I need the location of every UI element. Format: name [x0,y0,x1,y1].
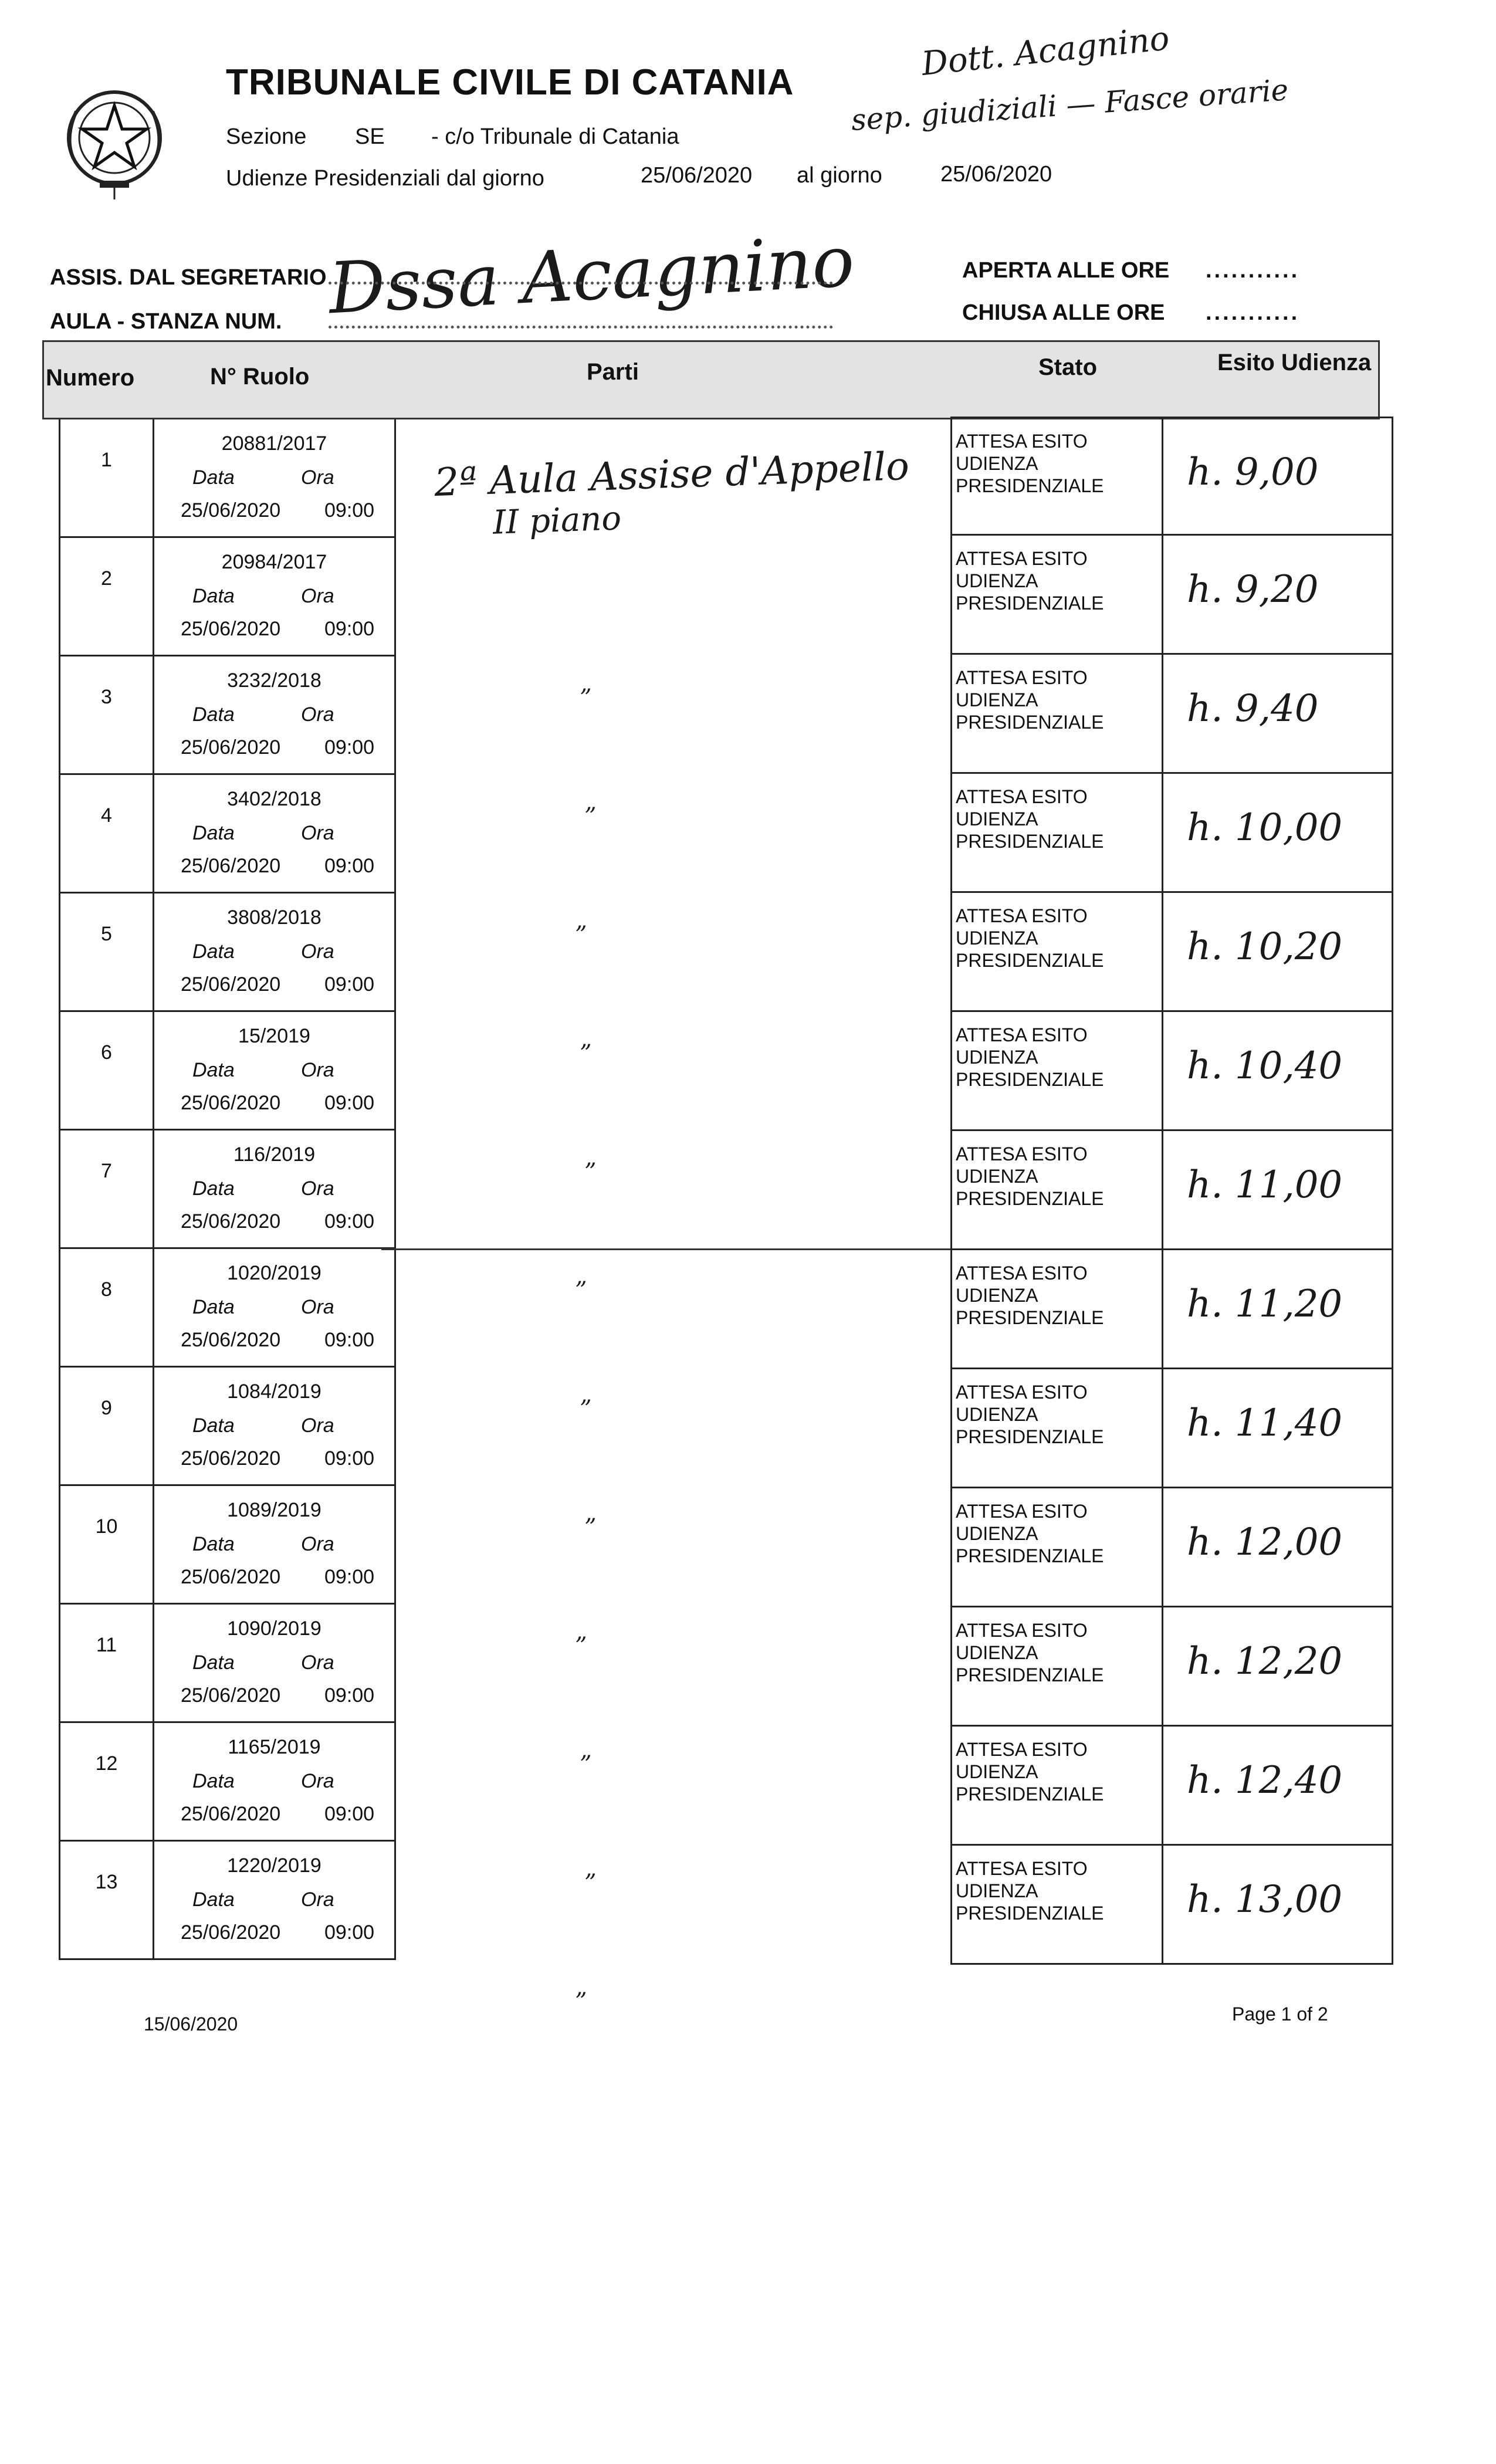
aperta-dots: ........... [1206,258,1300,283]
hearing-time: 09:00 [324,1921,375,1944]
handwritten-secretary-name: Dssa Acagnino [326,221,857,330]
stato-line: UDIENZA [956,453,1038,474]
data-label: Data [192,940,235,963]
ruolo-number: 3402/2018 [227,788,321,810]
parti-divider [381,1248,953,1250]
data-label: Data [192,1059,235,1081]
ora-label: Ora [301,1059,334,1081]
hearing-date: 25/06/2020 [181,618,281,640]
stato-line: PRESIDENZIALE [956,950,1104,971]
row-stato [952,774,1163,891]
handwritten-aula-note: 2ª Aula Assise d'Appello [433,443,911,506]
ditto-mark: ” [575,1277,587,1304]
table-row [60,538,394,656]
ora-label: Ora [301,1533,334,1555]
data-label: Data [192,1651,235,1674]
ditto-mark: ” [584,1870,597,1897]
row-numero: 13 [60,1842,154,1958]
ruolo-number: 116/2019 [233,1143,316,1166]
table-row [60,893,394,1012]
row-stato [952,893,1163,1010]
stato-line: PRESIDENZIALE [956,1903,1104,1924]
col-esito: Esito Udienza [1217,350,1372,375]
ditto-mark: ” [575,1633,587,1660]
table-row [952,774,1392,893]
udienze-label: Udienze Presidenziali dal giorno [226,166,544,191]
page-number: Page 1 of 2 [1232,2003,1328,2025]
hearing-time: 09:00 [324,499,375,522]
ora-label: Ora [301,703,334,726]
table-row [952,655,1392,774]
hearing-time: 09:00 [324,1210,375,1233]
row-esito-handwritten: h. 11,00 [1187,1163,1343,1207]
table-row [60,419,394,538]
assis-dotted-line [329,282,833,285]
row-esito-handwritten: h. 9,40 [1187,687,1319,730]
row-stato [952,1607,1163,1725]
hearing-date: 25/06/2020 [181,1329,281,1351]
row-numero: 10 [60,1486,154,1603]
row-numero: 11 [60,1605,154,1721]
ditto-mark: ” [580,1396,592,1423]
date-to: 25/06/2020 [940,162,1052,187]
data-label: Data [192,1414,235,1437]
data-label: Data [192,1177,235,1200]
ruolo-number: 1165/2019 [228,1736,321,1758]
row-numero: 4 [60,775,154,892]
stato-line: UDIENZA [956,570,1038,591]
stato-line: UDIENZA [956,1761,1038,1782]
stato-line: UDIENZA [956,1523,1038,1544]
table-row [60,1486,394,1605]
chiusa-dots: ........... [1206,300,1300,325]
ora-label: Ora [301,1296,334,1318]
stato-line: ATTESA ESITO [956,667,1088,688]
court-title: TRIBUNALE CIVILE DI CATANIA [226,62,794,103]
ruolo-number: 3232/2018 [227,669,321,692]
sezione-location: - c/o Tribunale di Catania [431,124,679,149]
row-ruolo-cell [154,1131,394,1247]
table-row [952,1250,1392,1369]
row-stato [952,1488,1163,1606]
stato-line: ATTESA ESITO [956,1263,1088,1284]
stato-line: ATTESA ESITO [956,1858,1088,1879]
ruolo-table [59,419,396,1960]
hearing-date: 25/06/2020 [181,855,281,877]
stato-line: ATTESA ESITO [956,431,1088,452]
stato-line: ATTESA ESITO [956,1024,1088,1045]
table-row [60,1842,394,1960]
row-ruolo-cell [154,1012,394,1129]
aula-label: AULA - STANZA NUM. [50,309,282,334]
ditto-mark: ” [575,1988,587,2015]
row-stato [952,1369,1163,1487]
stato-line: UDIENZA [956,1642,1038,1663]
row-ruolo-cell [154,1486,394,1603]
stato-line: PRESIDENZIALE [956,1545,1104,1566]
col-parti: Parti [587,359,639,385]
ditto-mark: ” [580,1751,592,1778]
row-stato [952,536,1163,653]
table-row [952,1131,1392,1250]
handwritten-piano-note: II piano [492,499,622,542]
data-label: Data [192,1533,235,1555]
row-ruolo-cell [154,893,394,1010]
parti-column [381,419,950,2015]
stato-line: UDIENZA [956,928,1038,949]
assis-label: ASSIS. DAL SEGRETARIO [50,265,327,290]
hearing-date: 25/06/2020 [181,1210,281,1233]
stato-line: PRESIDENZIALE [956,1426,1104,1447]
row-numero: 1 [60,419,154,536]
table-row [952,1727,1392,1846]
handwritten-judge-name: Dott. Acagnino [919,19,1172,83]
ruolo-number: 20881/2017 [221,432,327,455]
stato-line: ATTESA ESITO [956,548,1088,569]
print-date: 15/06/2020 [144,2013,238,2035]
hearing-date: 25/06/2020 [181,1684,281,1707]
ruolo-number: 1090/2019 [227,1617,321,1640]
row-stato [952,1131,1163,1248]
col-stato: Stato [1038,354,1097,380]
row-ruolo-cell [154,1723,394,1840]
ditto-mark: ” [584,1514,597,1541]
ruolo-number: 1220/2019 [227,1854,321,1877]
date-from: 25/06/2020 [641,163,753,188]
row-ruolo-cell [154,538,394,655]
stato-line: PRESIDENZIALE [956,1069,1104,1090]
row-numero: 3 [60,656,154,773]
esito-table [950,417,1393,1965]
table-row [952,417,1392,536]
row-numero: 5 [60,893,154,1010]
stato-line: PRESIDENZIALE [956,1188,1104,1209]
row-stato [952,418,1163,534]
row-ruolo-cell [154,1368,394,1484]
chiusa-label: CHIUSA ALLE ORE [962,300,1165,325]
table-row [60,1249,394,1368]
republic-emblem-icon [59,82,170,199]
table-row [60,1131,394,1249]
aula-dotted-line [329,326,833,329]
hearing-time: 09:00 [324,855,375,877]
stato-line: ATTESA ESITO [956,1143,1088,1165]
row-numero: 8 [60,1249,154,1366]
table-row [952,1846,1392,1965]
hearing-time: 09:00 [324,1092,375,1114]
data-label: Data [192,1296,235,1318]
stato-line: ATTESA ESITO [956,905,1088,926]
ditto-mark: ” [580,685,592,712]
row-numero: 12 [60,1723,154,1840]
stato-line: PRESIDENZIALE [956,831,1104,852]
row-esito-handwritten: h. 9,00 [1187,451,1319,494]
ditto-mark: ” [575,922,587,949]
ora-label: Ora [301,1414,334,1437]
ditto-mark: ” [580,1040,592,1067]
row-esito-handwritten: h. 12,20 [1187,1640,1343,1683]
stato-line: UDIENZA [956,689,1038,710]
ora-label: Ora [301,585,334,607]
row-esito-handwritten: h. 10,40 [1187,1044,1343,1088]
hearing-time: 09:00 [324,1803,375,1825]
hearing-date: 25/06/2020 [181,1803,281,1825]
ditto-mark: ” [584,1159,597,1186]
stato-line: PRESIDENZIALE [956,593,1104,614]
row-ruolo-cell [154,1605,394,1721]
hearing-time: 09:00 [324,1329,375,1351]
stato-line: ATTESA ESITO [956,1620,1088,1641]
row-esito-handwritten: h. 12,40 [1187,1759,1343,1802]
hearing-date: 25/06/2020 [181,1566,281,1588]
stato-line: UDIENZA [956,1285,1038,1306]
ruolo-number: 15/2019 [238,1025,310,1047]
stato-line: PRESIDENZIALE [956,712,1104,733]
ora-label: Ora [301,822,334,844]
table-row [60,1605,394,1723]
stato-line: PRESIDENZIALE [956,1783,1104,1805]
ruolo-number: 1020/2019 [227,1262,321,1284]
data-label: Data [192,1770,235,1792]
sezione-label: Sezione [226,124,307,149]
stato-line: UDIENZA [956,1047,1038,1068]
handwritten-note-fasce-orarie: sep. giudiziali — Fasce orarie [849,73,1289,137]
table-row [952,1488,1392,1607]
sezione-value: SE [355,124,385,149]
hearing-time: 09:00 [324,1447,375,1470]
stato-line: UDIENZA [956,1880,1038,1901]
hearing-time: 09:00 [324,1684,375,1707]
hearing-time: 09:00 [324,736,375,759]
ora-label: Ora [301,1770,334,1792]
stato-line: ATTESA ESITO [956,1739,1088,1760]
ruolo-number: 1084/2019 [227,1380,321,1403]
stato-line: ATTESA ESITO [956,786,1088,807]
table-row [952,1012,1392,1131]
ora-label: Ora [301,1888,334,1911]
ditto-mark: ” [584,803,597,830]
row-ruolo-cell [154,656,394,773]
al-giorno-label: al giorno [797,163,882,188]
row-stato [952,1727,1163,1844]
row-numero: 7 [60,1131,154,1247]
hearing-date: 25/06/2020 [181,736,281,759]
row-esito-handwritten: h. 11,40 [1187,1402,1343,1445]
hearing-time: 09:00 [324,973,375,996]
hearing-time: 09:00 [324,618,375,640]
table-row [952,536,1392,655]
hearing-time: 09:00 [324,1566,375,1588]
row-numero: 6 [60,1012,154,1129]
ruolo-number: 3808/2018 [227,906,321,929]
col-ruolo: N° Ruolo [210,364,310,390]
row-stato [952,1012,1163,1129]
row-esito-handwritten: h. 10,20 [1187,925,1343,969]
table-row [60,1368,394,1486]
data-label: Data [192,585,235,607]
row-esito-handwritten: h. 12,00 [1187,1521,1343,1564]
table-row [952,1369,1392,1488]
hearing-date: 25/06/2020 [181,1921,281,1944]
data-label: Data [192,822,235,844]
stato-line: ATTESA ESITO [956,1501,1088,1522]
ruolo-number: 1089/2019 [227,1499,321,1521]
stato-line: UDIENZA [956,1166,1038,1187]
col-numero: Numero [46,365,135,391]
data-label: Data [192,703,235,726]
row-stato [952,1846,1163,1963]
row-numero: 2 [60,538,154,655]
row-ruolo-cell [154,1842,394,1958]
table-row [60,775,394,893]
table-row [60,1723,394,1842]
ora-label: Ora [301,940,334,963]
hearing-date: 25/06/2020 [181,499,281,522]
table-row [60,1012,394,1131]
ora-label: Ora [301,1651,334,1674]
row-esito-handwritten: h. 11,20 [1187,1282,1343,1326]
table-row [60,656,394,775]
row-ruolo-cell [154,419,394,536]
stato-line: PRESIDENZIALE [956,1664,1104,1685]
hearing-date: 25/06/2020 [181,1447,281,1470]
stato-line: PRESIDENZIALE [956,475,1104,496]
stato-line: UDIENZA [956,808,1038,830]
hearing-date: 25/06/2020 [181,1092,281,1114]
hearing-date: 25/06/2020 [181,973,281,996]
table-row [952,893,1392,1012]
row-esito-handwritten: h. 9,20 [1187,568,1319,611]
stato-line: UDIENZA [956,1404,1038,1425]
row-ruolo-cell [154,775,394,892]
table-row [952,1607,1392,1727]
data-label: Data [192,1888,235,1911]
row-stato [952,655,1163,772]
ora-label: Ora [301,466,334,489]
stato-line: PRESIDENZIALE [956,1307,1104,1328]
ruolo-number: 20984/2017 [221,551,327,573]
row-stato [952,1250,1163,1368]
row-ruolo-cell [154,1249,394,1366]
row-esito-handwritten: h. 13,00 [1187,1878,1343,1921]
row-numero: 9 [60,1368,154,1484]
data-label: Data [192,466,235,489]
stato-line: ATTESA ESITO [956,1382,1088,1403]
aperta-label: APERTA ALLE ORE [962,258,1170,283]
ora-label: Ora [301,1177,334,1200]
row-esito-handwritten: h. 10,00 [1187,806,1343,849]
